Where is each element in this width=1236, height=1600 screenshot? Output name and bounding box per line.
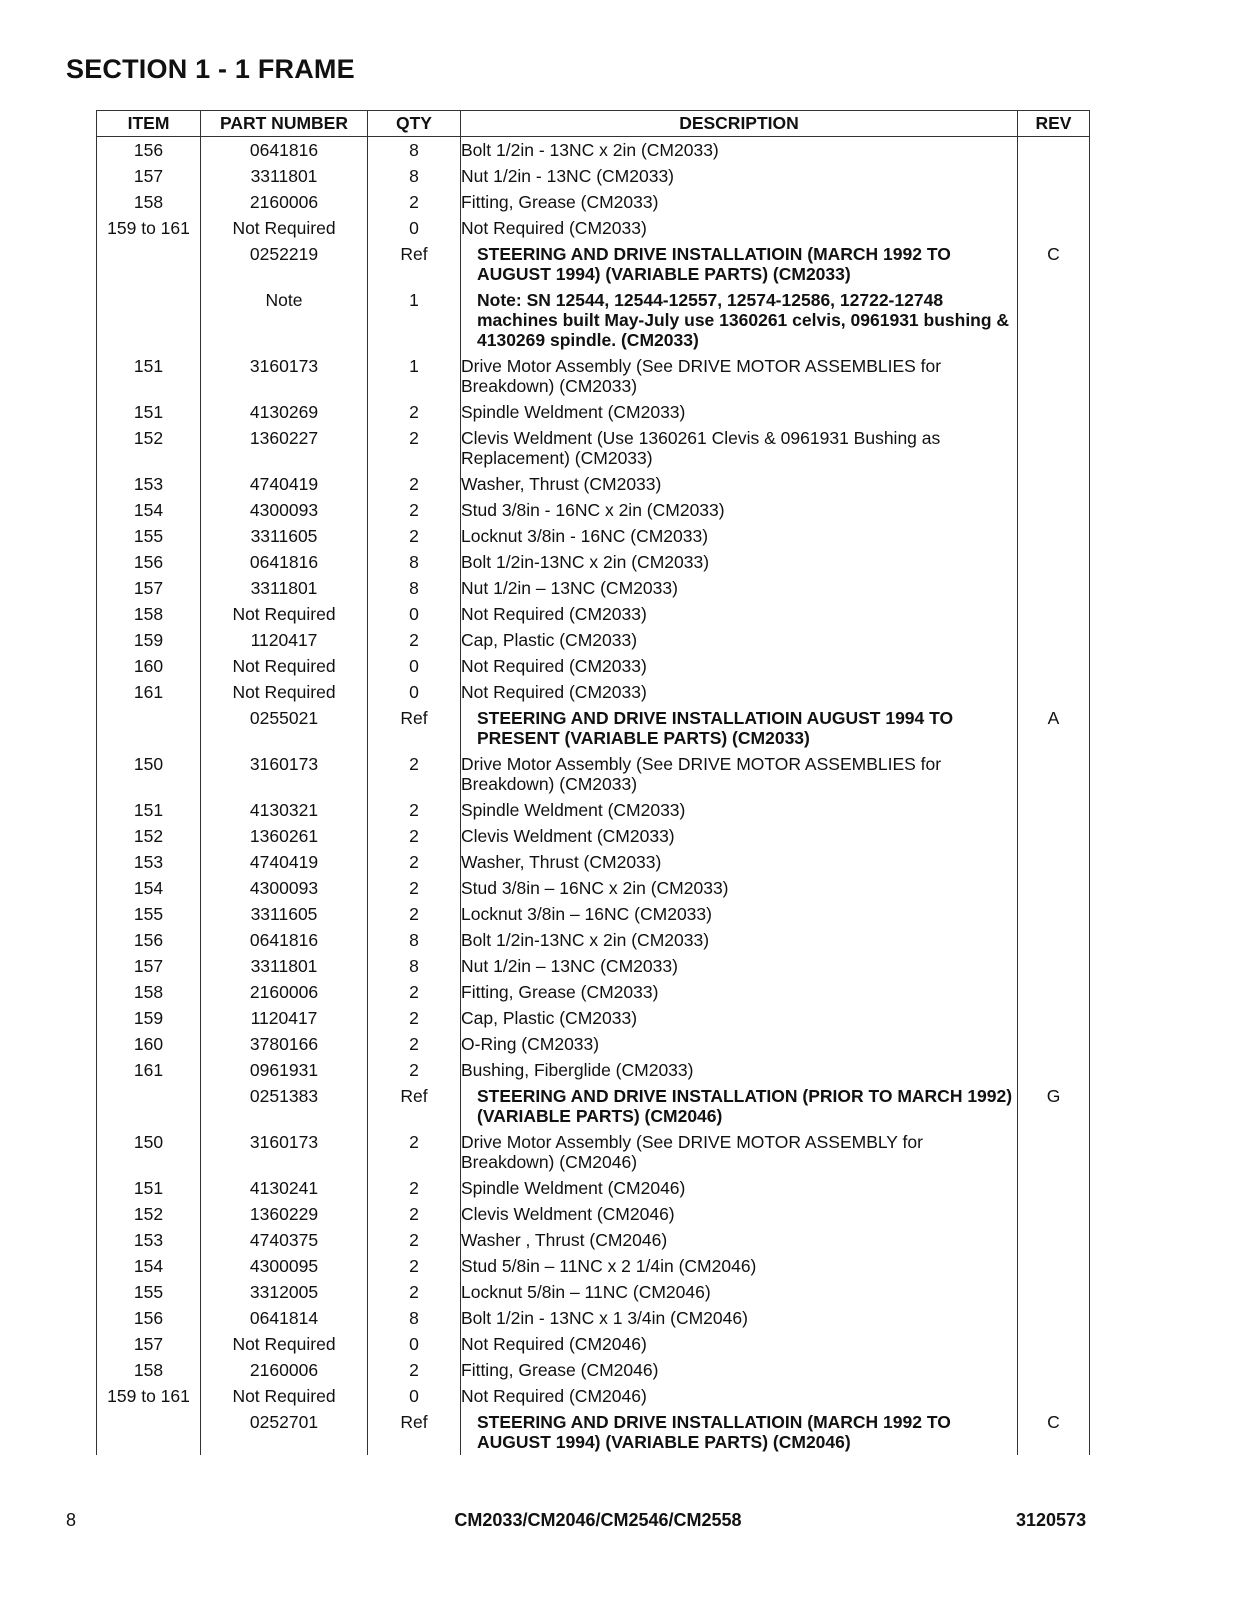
cell-rev [1018,653,1090,679]
cell-qty: 0 [368,601,461,627]
cell-description: STEERING AND DRIVE INSTALLATION (PRIOR TO MARCH 1992) (VARIABLE PARTS) (CM2046) [461,1083,1018,1129]
cell-description: Washer , Thrust (CM2046) [461,1227,1018,1253]
cell-qty: 2 [368,189,461,215]
cell-description: STEERING AND DRIVE INSTALLATIOIN (MARCH 1992 TO AUGUST 1994) (VARIABLE PARTS) (CM2046) [461,1409,1018,1455]
cell-qty: Ref [368,705,461,751]
parts-table-container [96,110,1079,1455]
cell-item: 151 [97,797,201,823]
cell-qty: 2 [368,1175,461,1201]
cell-rev [1018,189,1090,215]
header-item: ITEM [97,111,201,137]
cell-qty: 2 [368,1005,461,1031]
cell-part-number: Not Required [201,1383,368,1409]
cell-qty: 8 [368,1305,461,1331]
cell-rev [1018,927,1090,953]
cell-part-number: 4740375 [201,1227,368,1253]
cell-part-number: 1360229 [201,1201,368,1227]
cell-item: 154 [97,875,201,901]
cell-part-number: 4300095 [201,1253,368,1279]
cell-qty: 2 [368,1031,461,1057]
table-row [97,849,1090,875]
cell-item: 154 [97,1253,201,1279]
cell-part-number: 0641816 [201,549,368,575]
cell-qty: 2 [368,1057,461,1083]
table-row [97,497,1090,523]
cell-item: 152 [97,425,201,471]
cell-qty: 2 [368,849,461,875]
cell-item: 151 [97,1175,201,1201]
cell-item: 155 [97,1279,201,1305]
cell-description: Not Required (CM2046) [461,1383,1018,1409]
cell-rev: C [1018,241,1090,287]
cell-rev [1018,215,1090,241]
cell-qty: 2 [368,1279,461,1305]
cell-qty: 8 [368,575,461,601]
cell-rev [1018,1201,1090,1227]
cell-rev [1018,1279,1090,1305]
cell-part-number: 3312005 [201,1279,368,1305]
cell-description: Spindle Weldment (CM2033) [461,797,1018,823]
cell-description: Stud 3/8in - 16NC x 2in (CM2033) [461,497,1018,523]
cell-part-number: 3311801 [201,953,368,979]
cell-description: Drive Motor Assembly (See DRIVE MOTOR ASSEMBLY for Breakdown) (CM2046) [461,1129,1018,1175]
cell-rev [1018,497,1090,523]
table-row [97,1031,1090,1057]
cell-item: 156 [97,549,201,575]
model-list: CM2033/CM2046/CM2546/CM2558 [454,1510,742,1530]
table-row [97,1357,1090,1383]
table-row [97,751,1090,797]
cell-qty: 2 [368,979,461,1005]
cell-part-number: 3780166 [201,1031,368,1057]
cell-qty: 2 [368,1357,461,1383]
cell-part-number: 1120417 [201,1005,368,1031]
cell-rev [1018,627,1090,653]
cell-qty: 0 [368,1383,461,1409]
table-row [97,979,1090,1005]
cell-qty: 0 [368,1331,461,1357]
cell-qty: Ref [368,1409,461,1455]
cell-item: 156 [97,1305,201,1331]
cell-rev [1018,797,1090,823]
table-row [97,1253,1090,1279]
cell-rev: G [1018,1083,1090,1129]
cell-description: Fitting, Grease (CM2046) [461,1357,1018,1383]
cell-description: STEERING AND DRIVE INSTALLATIOIN AUGUST 1994 TO PRESENT (VARIABLE PARTS) (CM2033) [461,705,1018,751]
header-rev: REV [1018,111,1090,137]
cell-rev [1018,399,1090,425]
cell-description: Fitting, Grease (CM2033) [461,979,1018,1005]
cell-item: 159 [97,1005,201,1031]
table-row [97,679,1090,705]
cell-rev [1018,823,1090,849]
table-row [97,425,1090,471]
cell-part-number: 2160006 [201,1357,368,1383]
cell-part-number: 3311801 [201,163,368,189]
cell-description: Clevis Weldment (Use 1360261 Clevis & 0961931 Bushing as Replacement) (CM2033) [461,425,1018,471]
table-row [97,1227,1090,1253]
cell-part-number: 2160006 [201,189,368,215]
table-row [97,1305,1090,1331]
cell-description: Nut 1/2in – 13NC (CM2033) [461,575,1018,601]
cell-description: Bushing, Fiberglide (CM2033) [461,1057,1018,1083]
cell-description: Not Required (CM2033) [461,679,1018,705]
cell-description: Not Required (CM2046) [461,1331,1018,1357]
cell-part-number: 4300093 [201,497,368,523]
cell-rev [1018,137,1090,164]
cell-part-number: 0251383 [201,1083,368,1129]
cell-description: Bolt 1/2in - 13NC x 1 3/4in (CM2046) [461,1305,1018,1331]
cell-part-number: 3160173 [201,1129,368,1175]
cell-rev [1018,1331,1090,1357]
cell-description: Locknut 3/8in – 16NC (CM2033) [461,901,1018,927]
table-row [97,163,1090,189]
cell-description: Bolt 1/2in - 13NC x 2in (CM2033) [461,137,1018,164]
cell-item [97,241,201,287]
cell-item: 150 [97,751,201,797]
table-row [97,953,1090,979]
cell-item: 152 [97,823,201,849]
cell-rev [1018,549,1090,575]
table-row [97,1005,1090,1031]
cell-part-number: 3160173 [201,751,368,797]
cell-qty: Ref [368,1083,461,1129]
cell-part-number: 0961931 [201,1057,368,1083]
cell-item [97,705,201,751]
cell-item: 157 [97,163,201,189]
cell-item: 157 [97,575,201,601]
cell-rev [1018,287,1090,353]
cell-item: 159 to 161 [97,215,201,241]
table-header-row [97,111,1090,137]
cell-rev [1018,875,1090,901]
cell-rev [1018,679,1090,705]
header-description: DESCRIPTION [461,111,1018,137]
table-row [97,471,1090,497]
cell-item [97,1409,201,1455]
cell-rev [1018,953,1090,979]
table-body [97,137,1090,1456]
cell-description: STEERING AND DRIVE INSTALLATIOIN (MARCH 1992 TO AUGUST 1994) (VARIABLE PARTS) (CM2033) [461,241,1018,287]
cell-rev [1018,1005,1090,1031]
cell-description: Not Required (CM2033) [461,653,1018,679]
cell-qty: 2 [368,751,461,797]
cell-part-number: 4130321 [201,797,368,823]
table-row [97,1331,1090,1357]
parts-table [96,110,1090,1455]
cell-part-number: Not Required [201,653,368,679]
cell-description: O-Ring (CM2033) [461,1031,1018,1057]
table-row [97,287,1090,353]
cell-qty: 2 [368,1253,461,1279]
cell-item: 161 [97,679,201,705]
cell-item: 158 [97,979,201,1005]
cell-description: Not Required (CM2033) [461,601,1018,627]
table-row [97,137,1090,164]
table-row [97,1279,1090,1305]
table-row [97,399,1090,425]
table-row [97,1057,1090,1083]
cell-part-number: 4300093 [201,875,368,901]
cell-item [97,287,201,353]
cell-rev [1018,1057,1090,1083]
cell-qty: 2 [368,1201,461,1227]
cell-part-number: 4130269 [201,399,368,425]
cell-qty: 1 [368,287,461,353]
table-row [97,549,1090,575]
cell-part-number: 4130241 [201,1175,368,1201]
cell-part-number: 4740419 [201,471,368,497]
cell-description: Bolt 1/2in-13NC x 2in (CM2033) [461,549,1018,575]
table-row [97,627,1090,653]
cell-rev [1018,575,1090,601]
cell-part-number: 3160173 [201,353,368,399]
table-row [97,353,1090,399]
cell-item: 153 [97,1227,201,1253]
cell-description: Nut 1/2in - 13NC (CM2033) [461,163,1018,189]
cell-item: 158 [97,189,201,215]
cell-description: Washer, Thrust (CM2033) [461,471,1018,497]
cell-rev [1018,601,1090,627]
cell-item: 156 [97,927,201,953]
cell-rev [1018,979,1090,1005]
table-row [97,1175,1090,1201]
cell-description: Stud 3/8in – 16NC x 2in (CM2033) [461,875,1018,901]
cell-qty: 2 [368,627,461,653]
cell-description: Spindle Weldment (CM2033) [461,399,1018,425]
cell-rev [1018,1383,1090,1409]
cell-part-number: 3311605 [201,901,368,927]
table-row [97,927,1090,953]
cell-description: Cap, Plastic (CM2033) [461,627,1018,653]
cell-item: 161 [97,1057,201,1083]
cell-part-number: 1120417 [201,627,368,653]
cell-description: Clevis Weldment (CM2033) [461,823,1018,849]
cell-rev [1018,901,1090,927]
cell-item: 160 [97,1031,201,1057]
cell-item: 157 [97,1331,201,1357]
cell-description: Washer, Thrust (CM2033) [461,849,1018,875]
cell-qty: 2 [368,1129,461,1175]
table-row [97,1409,1090,1455]
cell-qty: 8 [368,953,461,979]
cell-part-number: Note [201,287,368,353]
cell-qty: 2 [368,425,461,471]
cell-part-number: 0252219 [201,241,368,287]
cell-rev: C [1018,1409,1090,1455]
cell-item: 157 [97,953,201,979]
table-row [97,215,1090,241]
cell-qty: 2 [368,399,461,425]
cell-qty: 0 [368,215,461,241]
cell-item: 152 [97,1201,201,1227]
cell-rev [1018,1175,1090,1201]
cell-part-number: 3311605 [201,523,368,549]
cell-rev [1018,1129,1090,1175]
cell-description: Fitting, Grease (CM2033) [461,189,1018,215]
section-title: SECTION 1 - 1 FRAME [66,54,355,84]
cell-rev [1018,1253,1090,1279]
cell-item: 150 [97,1129,201,1175]
cell-part-number: 1360261 [201,823,368,849]
cell-description: Note: SN 12544, 12544-12557, 12574-12586, 12722-12748 machines built May-July use 1360261 celvis, 0961931 bushing & 4130269 spindle. (CM2033) [461,287,1018,353]
table-row [97,797,1090,823]
cell-item: 153 [97,849,201,875]
cell-qty: 8 [368,137,461,164]
cell-description: Drive Motor Assembly (See DRIVE MOTOR ASSEMBLIES for Breakdown) (CM2033) [461,751,1018,797]
cell-item: 155 [97,523,201,549]
cell-description: Not Required (CM2033) [461,215,1018,241]
cell-part-number: 4740419 [201,849,368,875]
cell-part-number: Not Required [201,679,368,705]
cell-description: Spindle Weldment (CM2046) [461,1175,1018,1201]
cell-qty: 2 [368,797,461,823]
cell-description: Stud 5/8in – 11NC x 2 1/4in (CM2046) [461,1253,1018,1279]
cell-qty: 2 [368,1227,461,1253]
cell-item: 153 [97,471,201,497]
cell-part-number: 0641816 [201,927,368,953]
cell-qty: 0 [368,653,461,679]
table-row [97,575,1090,601]
cell-qty: 8 [368,927,461,953]
cell-rev [1018,353,1090,399]
table-row [97,823,1090,849]
cell-description: Drive Motor Assembly (See DRIVE MOTOR ASSEMBLIES for Breakdown) (CM2033) [461,353,1018,399]
table-row [97,1129,1090,1175]
table-row [97,1383,1090,1409]
cell-qty: 0 [368,679,461,705]
page-number: 8 [66,1510,77,1530]
cell-part-number: Not Required [201,1331,368,1357]
cell-description: Cap, Plastic (CM2033) [461,1005,1018,1031]
cell-item: 154 [97,497,201,523]
cell-description: Locknut 3/8in - 16NC (CM2033) [461,523,1018,549]
cell-item: 158 [97,601,201,627]
cell-description: Clevis Weldment (CM2046) [461,1201,1018,1227]
cell-item [97,1083,201,1129]
cell-qty: 2 [368,901,461,927]
cell-rev [1018,849,1090,875]
cell-item: 158 [97,1357,201,1383]
cell-item: 159 [97,627,201,653]
header-qty: QTY [368,111,461,137]
document-number: 3120573 [1016,1510,1087,1530]
cell-qty: 1 [368,353,461,399]
cell-rev [1018,471,1090,497]
cell-part-number: 0641814 [201,1305,368,1331]
cell-part-number: Not Required [201,601,368,627]
cell-qty: 2 [368,471,461,497]
cell-qty: 8 [368,549,461,575]
cell-item: 156 [97,137,201,164]
cell-item: 160 [97,653,201,679]
table-row [97,901,1090,927]
cell-part-number: 1360227 [201,425,368,471]
cell-rev [1018,1031,1090,1057]
cell-rev [1018,1305,1090,1331]
cell-qty: 8 [368,163,461,189]
table-row [97,523,1090,549]
cell-item: 155 [97,901,201,927]
header-part-number: PART NUMBER [201,111,368,137]
cell-qty: Ref [368,241,461,287]
cell-description: Locknut 5/8in – 11NC (CM2046) [461,1279,1018,1305]
cell-rev [1018,1227,1090,1253]
cell-qty: 2 [368,823,461,849]
table-row [97,601,1090,627]
table-row [97,189,1090,215]
cell-qty: 2 [368,523,461,549]
table-row [97,1201,1090,1227]
cell-item: 151 [97,353,201,399]
table-row [97,241,1090,287]
cell-rev [1018,1357,1090,1383]
cell-rev [1018,425,1090,471]
cell-qty: 2 [368,875,461,901]
cell-part-number: 3311801 [201,575,368,601]
cell-item: 151 [97,399,201,425]
cell-part-number: 0641816 [201,137,368,164]
cell-part-number: 2160006 [201,979,368,1005]
cell-item: 159 to 161 [97,1383,201,1409]
cell-part-number: 0252701 [201,1409,368,1455]
table-row [97,875,1090,901]
table-row [97,653,1090,679]
table-row [97,1083,1090,1129]
cell-rev [1018,163,1090,189]
cell-qty: 2 [368,497,461,523]
cell-description: Nut 1/2in – 13NC (CM2033) [461,953,1018,979]
cell-part-number: Not Required [201,215,368,241]
table-row [97,705,1090,751]
cell-description: Bolt 1/2in-13NC x 2in (CM2033) [461,927,1018,953]
cell-rev: A [1018,705,1090,751]
cell-part-number: 0255021 [201,705,368,751]
cell-rev [1018,751,1090,797]
cell-rev [1018,523,1090,549]
